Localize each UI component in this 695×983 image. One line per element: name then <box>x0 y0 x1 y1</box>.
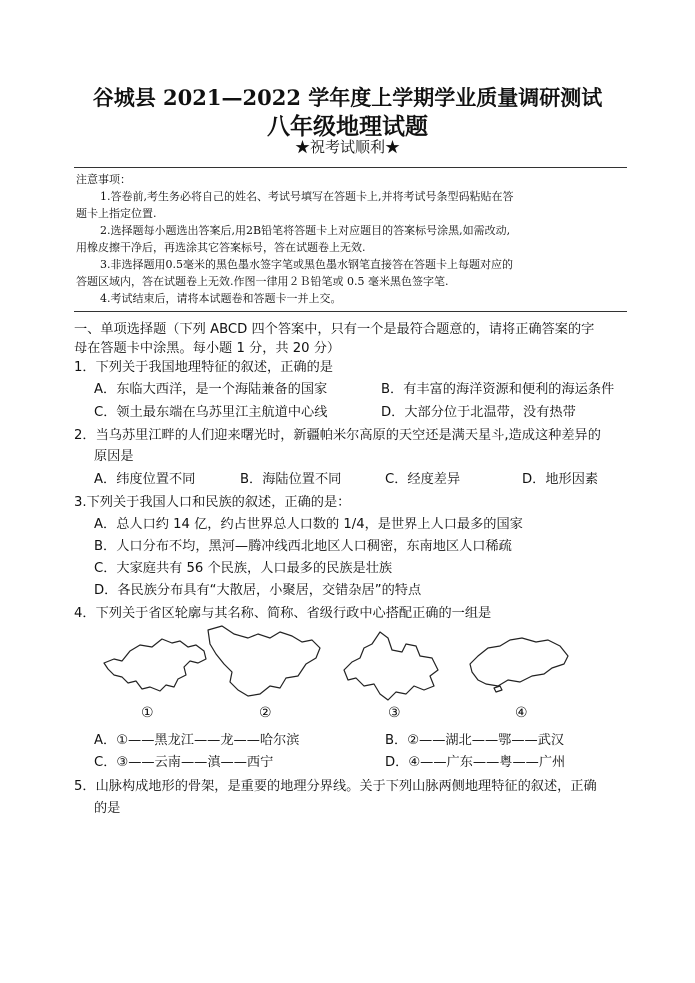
question-2-option-b: B．海陆位置不同 <box>240 472 342 487</box>
exam-subject: 八年级地理试题 <box>267 113 428 140</box>
exam-wish: ★祝考试顺利★ <box>294 138 400 156</box>
map-label-4: ④ <box>515 705 528 721</box>
question-4-option-a: A．①——黑龙江——龙——哈尔滨 <box>94 733 300 748</box>
question-1-option-a: A．东临大西洋，是一个海陆兼备的国家 <box>94 382 328 397</box>
notice-line: 4.考试结束后，请将本试题卷和答题卡一并上交。 <box>100 292 342 305</box>
question-4-option-b: B．②——湖北——鄂——武汉 <box>385 733 565 748</box>
divider-bottom <box>74 311 627 312</box>
question-1-option-b: B．有丰富的海洋资源和便利的海运条件 <box>381 382 615 397</box>
question-3-option-d: D．各民族分布具有“大散居，小聚居，交错杂居”的特点 <box>94 583 422 598</box>
notice-line: 用橡皮擦干净后，再选涂其它答案标号，答在试题卷上无效. <box>76 241 366 254</box>
question-1-stem: 1．下列关于我国地理特征的叙述，正确的是 <box>74 360 333 375</box>
question-4-stem: 4．下列关于省区轮廓与其名称、简称、省级行政中心搭配正确的一组是 <box>74 606 492 621</box>
question-2-stem-cont: 原因是 <box>94 449 134 464</box>
province-outline-2 <box>200 624 330 702</box>
question-4-option-c: C．③——云南——滇——西宁 <box>94 755 274 770</box>
map-label-3: ③ <box>388 705 401 721</box>
section-heading-cont: 母在答题卡中涂黑。每小题 1 分，共 20 分） <box>74 341 341 356</box>
notice-heading: 注意事项： <box>76 173 131 186</box>
question-4-option-d: D．④——广东——粤——广州 <box>385 755 566 770</box>
exam-title: 谷城县 2021—2022 学年度上学期学业质量调研测试 <box>92 85 603 110</box>
question-3-option-b: B．人口分布不均，黑河—腾冲线西北地区人口稠密，东南地区人口稀疏 <box>94 539 512 554</box>
province-outline-4 <box>464 634 576 692</box>
divider-top <box>74 167 627 168</box>
question-2-option-c: C．经度差异 <box>385 472 461 487</box>
map-label-1: ① <box>141 705 154 721</box>
province-outline-3 <box>340 628 445 704</box>
notice-line: 3.非选择题用0.5毫米的黑色墨水签字笔或黑色墨水钢笔直接答在答题卡上每题对应的 <box>100 258 513 271</box>
question-2-stem: 2．当乌苏里江畔的人们迎来曙光时，新疆帕米尔高原的天空还是满天星斗,造成这种差异的 <box>74 428 601 443</box>
question-2-option-d: D．地形因素 <box>522 472 599 487</box>
notice-line: 题卡上指定位置. <box>76 207 157 220</box>
question-1-option-d: D．大部分位于北温带，没有热带 <box>381 405 576 420</box>
question-2-option-a: A．纬度位置不同 <box>94 472 196 487</box>
province-outline-1 <box>100 633 210 695</box>
question-3-option-a: A．总人口约 14 亿，约占世界总人口数的 1/4，是世界上人口最多的国家 <box>94 517 523 532</box>
notice-line: 答题区域内，答在试题卷上无效.作图一律用２Ｂ铅笔或 0.5 毫米黑色签字笔. <box>76 275 449 288</box>
question-3-stem: 3.下列关于我国人口和民族的叙述，正确的是： <box>74 495 351 510</box>
question-5-stem: 5．山脉构成地形的骨架，是重要的地理分界线。关于下列山脉两侧地理特征的叙述，正确 <box>74 779 597 794</box>
notice-line: 1.答卷前,考生务必将自己的姓名、考试号填写在答题卡上,并将考试号条型码粘贴在答 <box>100 190 514 203</box>
notice-block <box>76 171 628 311</box>
question-3-option-c: C．大家庭共有 56 个民族，人口最多的民族是壮族 <box>94 561 393 576</box>
section-heading: 一、单项选择题（下列 ABCD 四个答案中，只有一个是最符合题意的，请将正确答案的字 <box>74 322 595 337</box>
question-1-option-c: C．领土最东端在乌苏里江主航道中心线 <box>94 405 328 420</box>
map-label-2: ② <box>259 705 272 721</box>
notice-line: 2.选择题每小题选出答案后,用2B铅笔将答题卡上对应题目的答案标号涂黑,如需改动, <box>100 224 511 237</box>
question-5-stem-cont: 的是 <box>94 801 121 816</box>
